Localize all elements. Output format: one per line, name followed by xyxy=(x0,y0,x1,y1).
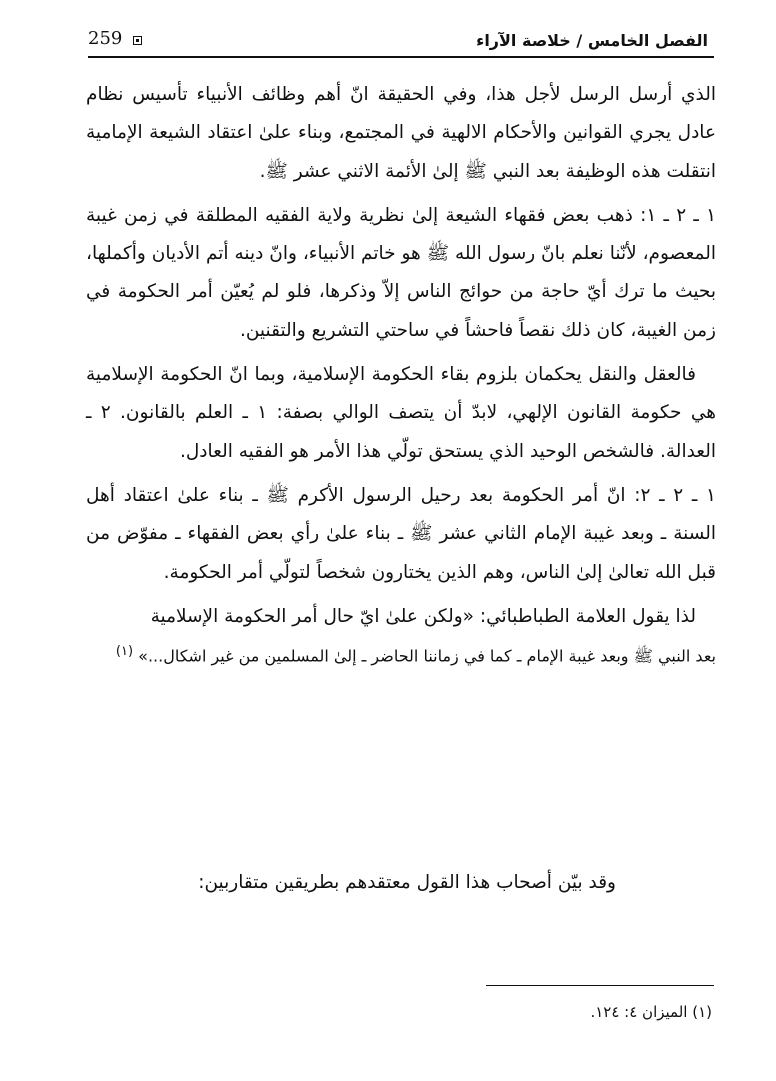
main-text xyxy=(86,76,716,672)
footnote-reference: (١) xyxy=(115,644,134,660)
paragraph-5-lead: لذا يقول العلامة الطباطبائي: «ولكن علىٰ ايّ حال أمر الحكومة الإسلامية xyxy=(150,605,696,627)
quote-text: بعد النبي ﷺ وبعد غيبة الإمام ـ كما في زماننا الحاضر ـ إلىٰ المسلمين من غير اشكال...» xyxy=(138,646,716,666)
paragraph-4: ١ ـ ٢ ـ ٢: انّ أمر الحكومة بعد رحيل الرسول الأكرم ﷺ ـ بناء علىٰ اعتقاد أهل السنة ـ وبعد غيبة الإمام الثاني عشر ﷺ ـ بناء علىٰ رأي بعض الفقهاء ـ مفوّض من قبل الله تعالىٰ إلىٰ الناس، وهم الذين يختارون شخصاً لتولّي أمر الحكومة. xyxy=(86,484,716,583)
closing-paragraph: وقد بيّن أصحاب هذا القول معتقدهم بطريقين متقاربين: xyxy=(198,872,616,893)
paragraph-5-quote xyxy=(86,636,716,672)
paragraph-3: فالعقل والنقل يحكمان بلزوم بقاء الحكومة الإسلامية، وبما انّ الحكومة الإسلامية هي حكومة القانون الإلهي، لابدّ أن يتصف الوالي بصفة: ١ ـ العلم بالقانون. ٢ ـ العدالة. فالشخص الوحيد الذي يستحق تولّي هذا الأمر هو الفقيه العادل. xyxy=(86,364,716,462)
paragraph-2: ١ ـ ٢ ـ ١: ذهب بعض فقهاء الشيعة إلىٰ نظرية ولاية الفقيه المطلقة في زمن غيبة المعصوم، لأنّنا نعلم بانّ رسول الله ﷺ هو خاتم الأنبياء، وانّ دينه أتم الأديان وأكملها، بحيث ما ترك أيّ حاجة من حوائج الناس إلاّ وذكرها، فلو لم يُعيّن أمر الحكومة في زمن الغيبة، كان ذلك نقصاً فاحشاً في ساحتي التشريع والتقنين. xyxy=(86,204,716,341)
chapter-title: الفصل الخامس / خلاصة الآراء xyxy=(476,31,708,50)
header-divider xyxy=(88,56,714,58)
footnote: (١) الميزان ٤: ١٢٤. xyxy=(590,1003,712,1021)
footnote-divider xyxy=(486,985,714,986)
running-header xyxy=(88,28,714,58)
square-ornament-icon xyxy=(133,36,142,45)
page-number: 259 xyxy=(88,28,123,49)
paragraph-1: الذي أرسل الرسل لأجل هذا، وفي الحقيقة انّ أهم وظائف الأنبياء تأسيس نظام عادل يجري القوانين والأحكام الالهية في المجتمع، وبناء علىٰ اعتقاد الشيعة الإمامية انتقلت هذه الوظيفة بعد النبي ﷺ إلىٰ الأئمة الاثني عشر ﷺ. xyxy=(86,84,716,182)
